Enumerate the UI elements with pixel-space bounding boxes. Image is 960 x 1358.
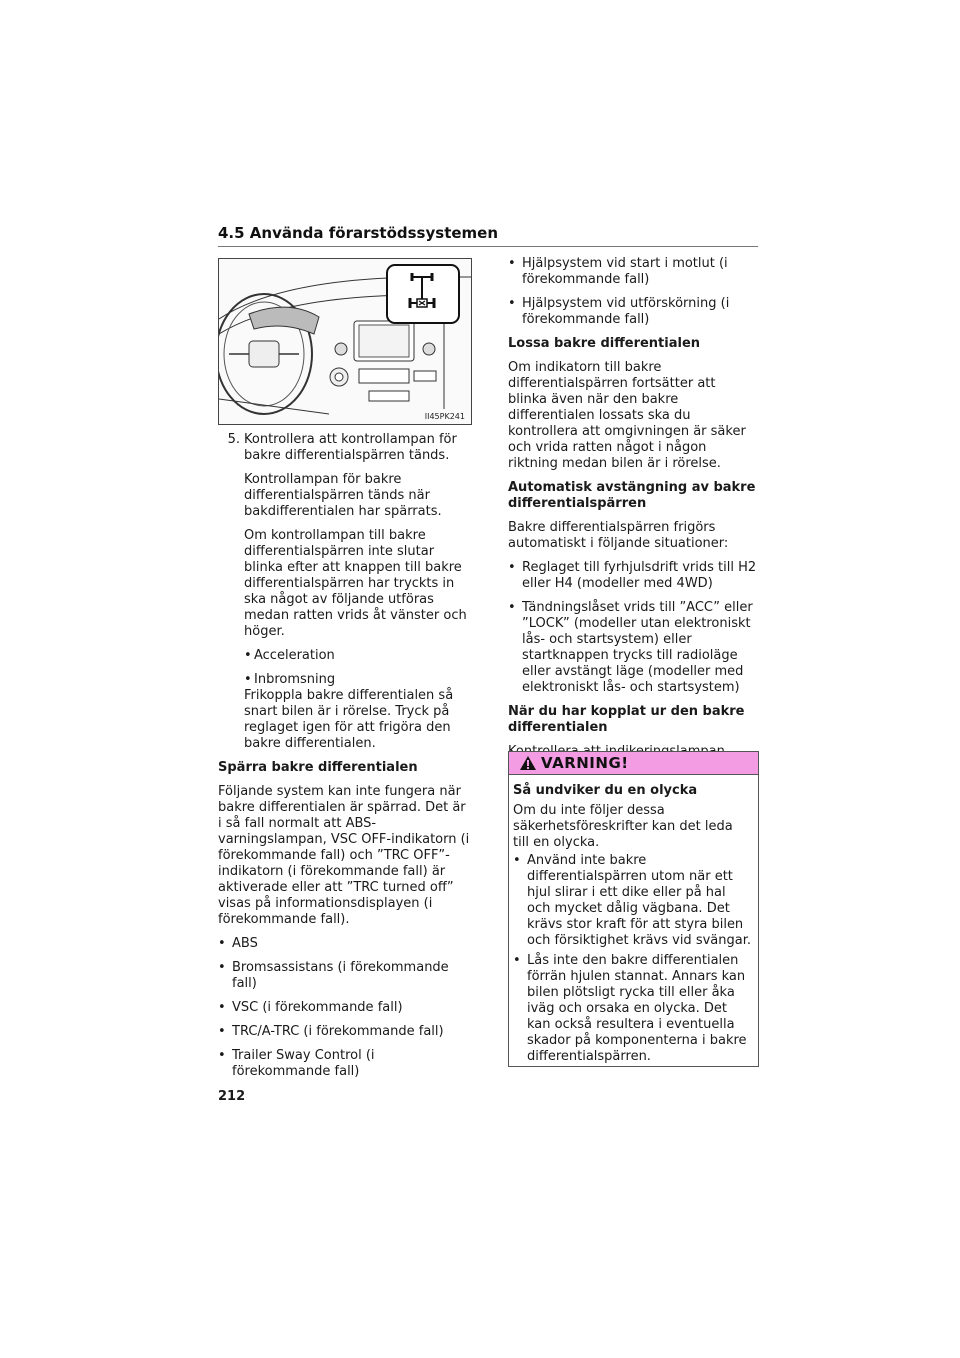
- list-item: • Reglaget till fyrhjulsdrift vrids till H2 eller H4 (modeller med 4WD): [508, 560, 757, 591]
- list-item: • ABS: [218, 936, 258, 951]
- dashboard-illustration: [218, 258, 472, 425]
- warning-intro: Om du inte följer dessa säkerhetsföreskrifter kan det leda till en olycka.: [513, 803, 733, 850]
- list-item: • Acceleration: [244, 648, 335, 663]
- figure-code: II45PK241: [424, 412, 465, 421]
- list-item: • VSC (i förekommande fall): [218, 1000, 403, 1015]
- auto-heading: Automatisk avstängning av bakre differentialspärren: [508, 480, 756, 511]
- list-item: • TRC/A-TRC (i förekommande fall): [218, 1024, 444, 1039]
- step-paragraph: Frikoppla bakre differentialen så snart bilen är i rörelse. Tryck på reglaget igen för att frigöra den bakre differentialen.: [244, 688, 454, 751]
- list-item: • Bromsassistans (i förekommande fall): [218, 960, 449, 991]
- warning-triangle-icon: [519, 755, 537, 771]
- lock-heading: Spärra bakre differentialen: [218, 760, 418, 775]
- list-item: • Använd inte bakre differentialspärren utom när ett hjul slirar i ett dike eller på hal och mycket dålig vägbana. Det krävs stor kraft för att styra bilen och försiktighet krävs vid svängar.: [513, 853, 751, 948]
- list-item: • Hjälpsystem vid utförskörning (i förekommande fall): [508, 296, 730, 327]
- lock-text: Följande system kan inte fungera när bakre differentialen är spärrad. Det är i så fall normalt att ABS-varningslampan, VSC OFF-indikatorn (i förekommande fall) och ”TRC OFF”-indikatorn (i förekommande fall) är aktiverade eller att ”TRC turned off” visas på informationsdisplayen (i förekommande fall).: [218, 784, 470, 927]
- right-column: [508, 256, 758, 784]
- page-number: 212: [218, 1089, 246, 1104]
- list-item: • Trailer Sway Control (i förekommande fall): [218, 1048, 375, 1079]
- release-text: Om indikatorn till bakre differentialspärren fortsätter att blinka även när den bakre differentialen lossats ska du kontrollera att omgivningen är säker och vrida ratten något i någon riktning medan bilen är i rörelse.: [508, 360, 746, 471]
- list-item: • Tändningslåset vrids till ”ACC” eller ”LOCK” (modeller utan elektroniskt lås- och startsystem) eller startknappen trycks till radioläge eller avstängt läge (modeller med elektroniskt lås- och startsystem): [508, 600, 753, 695]
- step-number: 5.: [227, 432, 240, 447]
- step-5: [218, 432, 473, 472]
- auto-text: Bakre differentialspärren frigörs automatiskt i följande situationer:: [508, 520, 729, 551]
- list-item: • Hjälpsystem vid start i motlut (i förekommande fall): [508, 256, 728, 287]
- step-text: Kontrollera att kontrollampan för bakre differentialspärren tänds.: [244, 432, 457, 463]
- warning-title-bar: [509, 752, 758, 775]
- warning-heading: Så undviker du en olycka: [513, 783, 698, 798]
- release-heading: Lossa bakre differentialen: [508, 336, 701, 351]
- list-item: • Inbromsning: [244, 672, 336, 687]
- disengaged-heading: När du har kopplat ur den bakre differentialen: [508, 704, 745, 735]
- left-column: [218, 432, 473, 1088]
- warning-title: VARNING!: [541, 754, 629, 772]
- warning-box: [508, 751, 759, 1067]
- step-paragraph: Kontrollampan för bakre differentialspärren tänds när bakdifferentialen har spärrats.: [244, 472, 442, 519]
- list-item: • Lås inte den bakre differentialen förrän hjulen stannat. Annars kan bilen plötsligt rycka till eller åka iväg och orsaka en olycka. Det kan också resultera i eventuella skador på komponenterna i bakre differentialspärren.: [513, 953, 747, 1064]
- step-paragraph: Om kontrollampan till bakre differentialspärren inte slutar blinka efter att knappen till bakre differentialspärren har tryckts in ska något av följande utföras medan ratten vrids åt vänster och höger.: [244, 528, 467, 639]
- dashboard-drawing: [219, 259, 471, 424]
- section-title: 4.5 Använda förarstödssystemen: [218, 224, 758, 247]
